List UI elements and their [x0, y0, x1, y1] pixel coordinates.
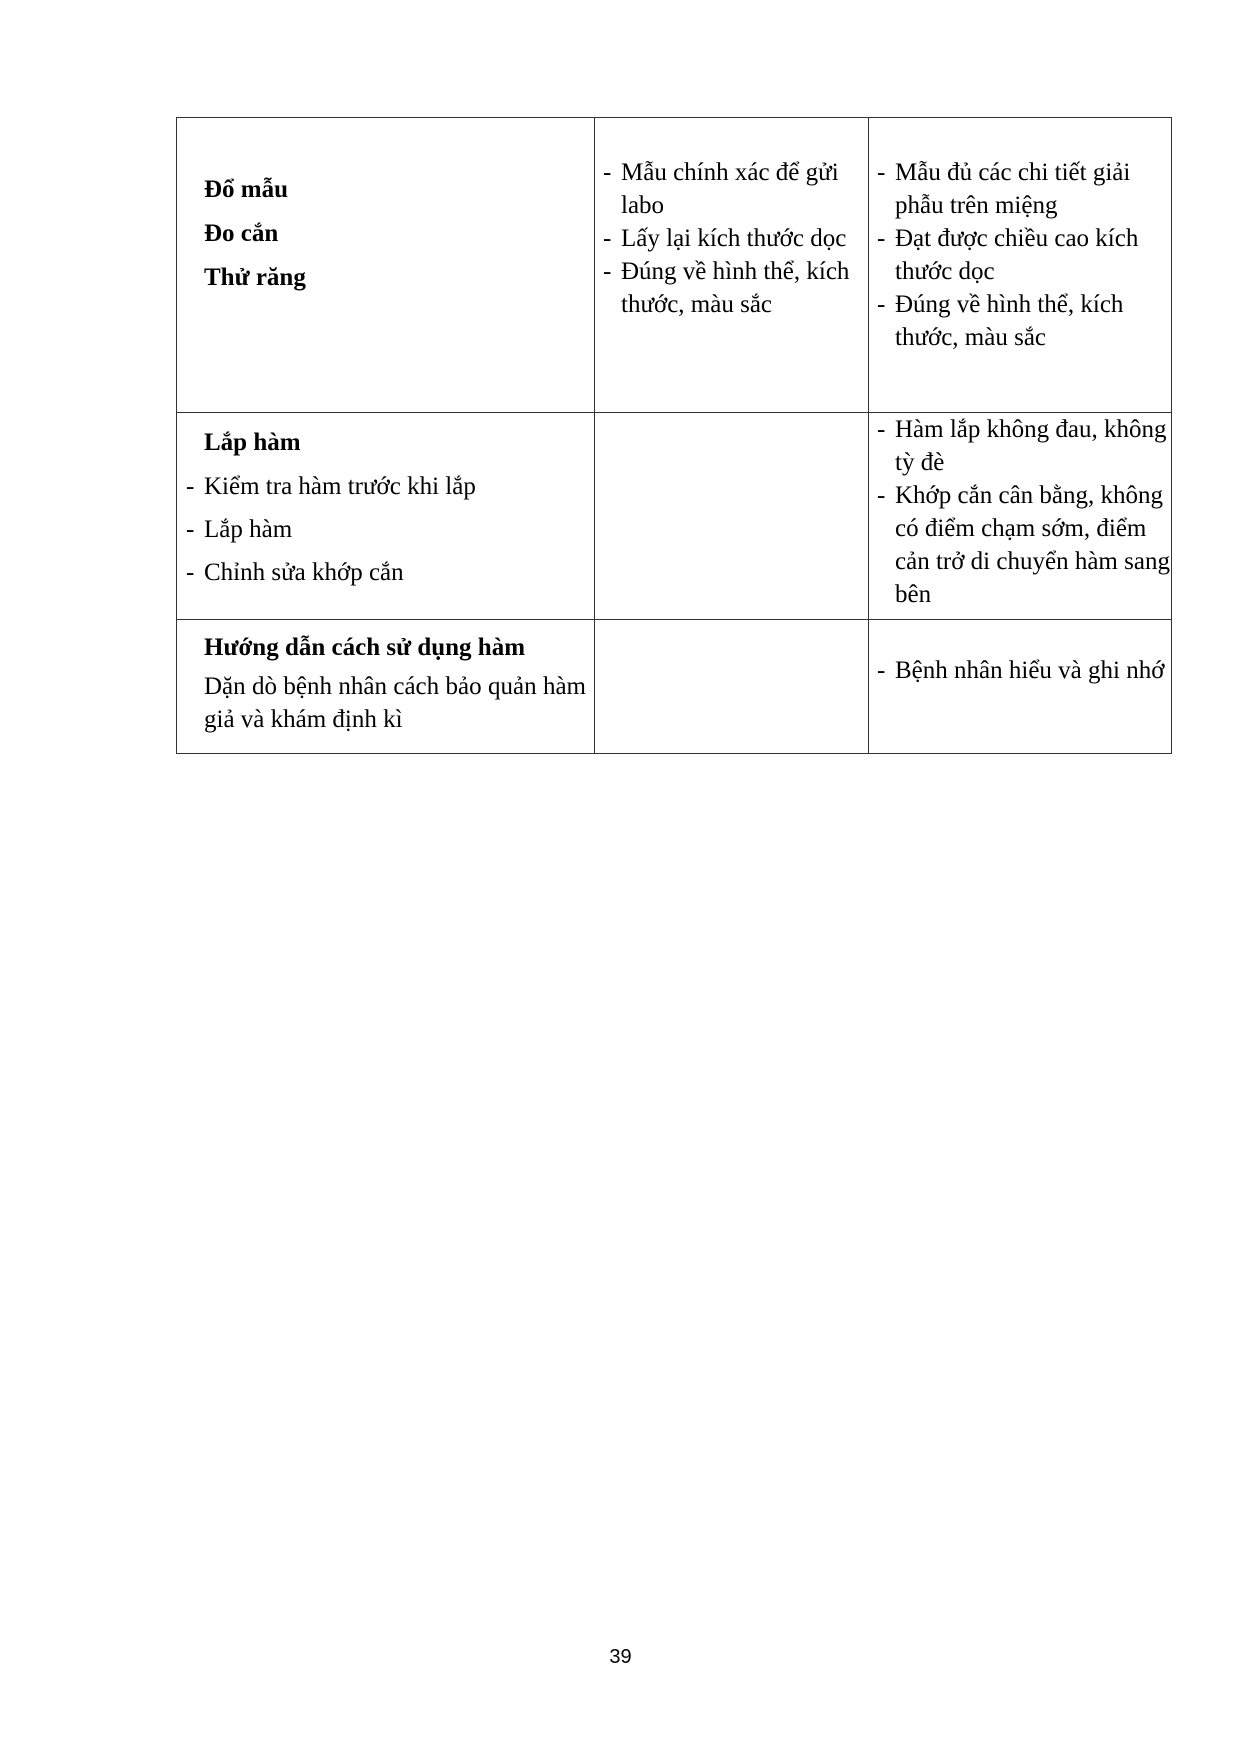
list-item: - Đúng về hình thể, kích thước, màu sắc: [869, 288, 1171, 354]
criteria-cell: [869, 118, 1172, 413]
technique-cell: [595, 413, 869, 620]
step-cell: [177, 118, 595, 413]
list-item: - Kiểm tra hàm trước khi lắp: [177, 465, 594, 508]
list-item: - Lắp hàm: [177, 508, 594, 551]
table-row: [177, 413, 1172, 620]
criteria-list: [869, 413, 1171, 611]
step-cell: [177, 413, 595, 620]
step-title: Đo cắn: [204, 220, 279, 247]
list-item: - Bệnh nhân hiểu và ghi nhớ: [869, 654, 1171, 687]
step-title: Đổ mẫu: [204, 176, 289, 203]
criteria-cell: [869, 620, 1172, 754]
page-number: 39: [609, 1646, 632, 1668]
criteria-list: [869, 156, 1171, 354]
list-item: - Hàm lắp không đau, không tỳ đè: [869, 413, 1171, 479]
criteria-cell: [869, 413, 1172, 620]
list-item: - Chỉnh sửa khớp cắn: [177, 551, 594, 594]
list-item: - Đạt được chiều cao kích thước dọc: [869, 222, 1171, 288]
step-title: Thử răng: [204, 264, 306, 291]
step-list: [177, 465, 594, 594]
step-description: Dặn dò bệnh nhân cách bảo quản hàm giả và khám định kì: [204, 673, 586, 733]
step-title: Hướng dẫn cách sử dụng hàm: [204, 634, 526, 661]
list-item: - Mẫu chính xác để gửi labo: [595, 156, 868, 222]
list-item: - Lấy lại kích thước dọc: [595, 222, 868, 255]
list-item: - Khớp cắn cân bằng, không có điểm chạm sớm, điểm cản trở di chuyển hàm sang bên: [869, 479, 1171, 611]
criteria-list: [869, 654, 1171, 687]
table-row: [177, 620, 1172, 754]
step-cell: [177, 620, 595, 754]
technique-cell: [595, 118, 869, 413]
technique-list: [595, 156, 868, 321]
table-row: [177, 118, 1172, 413]
step-title: Lắp hàm: [204, 429, 301, 456]
list-item: - Đúng về hình thể, kích thước, màu sắc: [595, 255, 868, 321]
technique-cell: [595, 620, 869, 754]
list-item: - Mẫu đủ các chi tiết giải phẫu trên miệng: [869, 156, 1171, 222]
procedure-table: [176, 117, 1172, 754]
